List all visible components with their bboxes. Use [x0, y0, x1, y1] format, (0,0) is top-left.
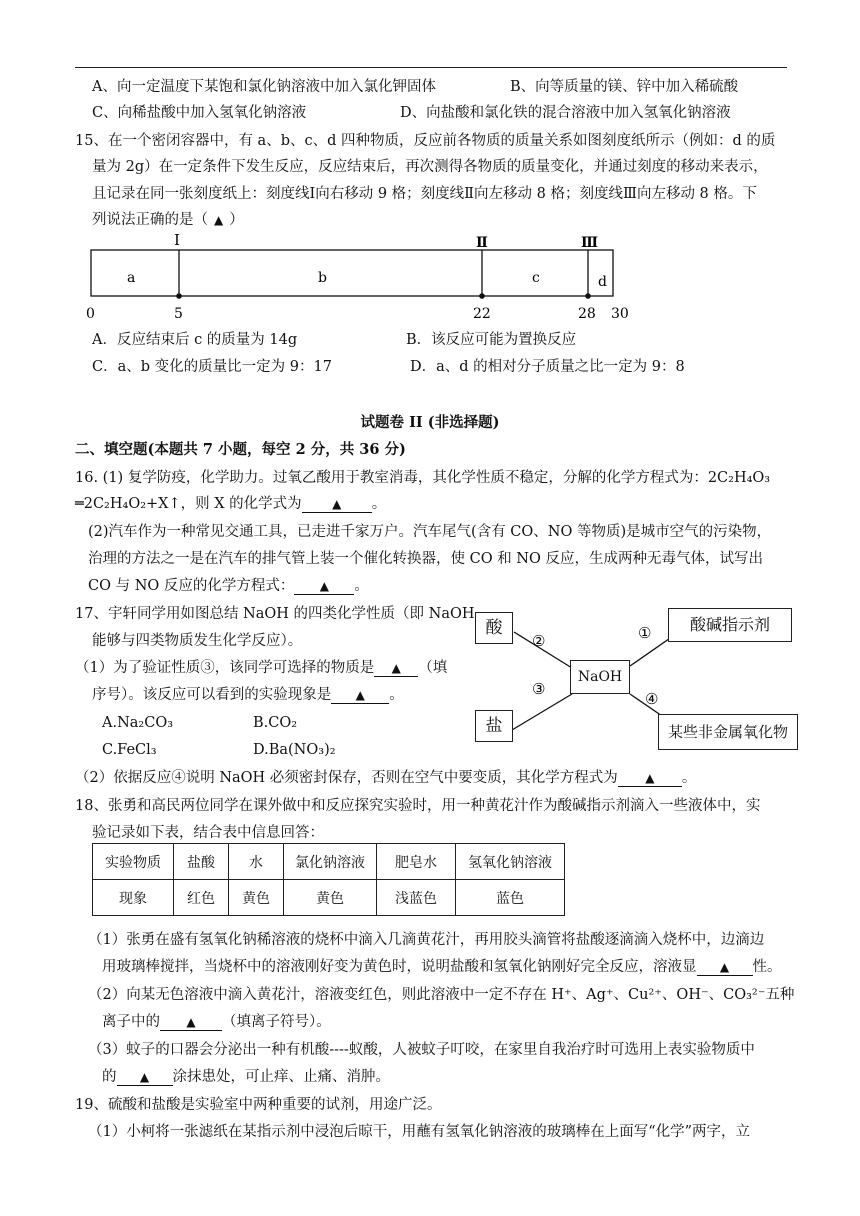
q15-option-a: A．反应结束后 c 的质量为 14g [92, 332, 298, 348]
node-indicator: 酸碱指示剂 [668, 608, 792, 642]
q17-option-c: C.FeCl₃ [102, 742, 157, 758]
q19-line2: （1）小柯将一张滤纸在某指示剂中浸泡后晾干，用蘸有氢氧化钠溶液的玻璃棒在上面写“化学”两字，立 [88, 1124, 751, 1140]
q14-option-c: C、向稀盐酸中加入氢氧化钠溶液 [92, 105, 307, 121]
q18-p1-text: 用玻璃棒搅拌，当烧杯中的溶液刚好变为黄色时，说明盐酸和氢氧化钠刚好完全反应，溶液显 [102, 959, 697, 975]
table-cell: 实验物质 [93, 844, 174, 880]
answer-mark: ▲ [645, 771, 655, 785]
answer-mark: ▲ [719, 960, 730, 974]
q16-line5 [88, 576, 369, 596]
q15-line4 [92, 210, 244, 230]
q15-line1: 15、在一个密闭容器中，有 a、b、c、d 四种物质，反应前各物质的质量关系如图刻度纸所示（例如：d 的质 [75, 133, 776, 149]
answer-blank[interactable] [697, 959, 753, 976]
table-cell: 红色 [174, 880, 229, 916]
answer-blank[interactable] [374, 660, 418, 677]
marker-label-3: Ⅲ [581, 235, 599, 251]
q17-option-d: D.Ba(NO₃)₂ [253, 742, 336, 758]
table-cell: 盐酸 [174, 844, 229, 880]
q16-period: 。 [354, 578, 369, 594]
reaction-number-3: ③ [532, 680, 546, 698]
q15-option-b: B．该反应可能为置换反应 [406, 332, 577, 348]
link-salt [512, 694, 572, 730]
answer-blank[interactable] [294, 578, 354, 595]
section-heading: 二、填空题(本题共 7 小题，每空 2 分，共 36 分) [75, 441, 406, 458]
q17-option-b: B.CO₂ [253, 715, 298, 731]
q16-line2 [75, 494, 386, 514]
node-naoh: NaOH [570, 660, 630, 694]
segment-label-b: b [318, 270, 327, 286]
q19-line1: 19、硫酸和盐酸是实验室中两种重要的试剂，用途广泛。 [75, 1097, 442, 1113]
q16-line1: 16. (1) 复学防疫，化学助力。过氧乙酸用于教室消毒，其化学性质不稳定，分解的化学方程式为：2C₂H₄O₃ [75, 470, 771, 486]
table-cell: 蓝色 [456, 880, 565, 916]
q18-p2-line1: （2）向某无色溶液中滴入黄花汁，溶液变红色，则此溶液中一定不存在 H⁺、Ag⁺、Cu²⁺、OH⁻、CO₃²⁻五种 [88, 987, 795, 1003]
q18-p2-text: 离子中的 [102, 1014, 160, 1030]
q17-period: 。 [389, 687, 404, 703]
q15-option-c: C．a、b 变化的质量比一定为 9：17 [92, 359, 332, 375]
reaction-number-4: ④ [645, 690, 659, 708]
q18-p2-line2 [102, 1012, 331, 1032]
q16-line3: (2)汽车作为一种常见交通工具，已走进千家万户。汽车尾气(含有 CO、NO 等物质)是城市空气的污染物， [88, 524, 772, 540]
scale-ruler-diagram [80, 228, 640, 328]
tick-label-22: 22 [473, 306, 491, 322]
scale-dot-3 [585, 293, 591, 299]
q17-line2: 能够与四类物质发生化学反应）。 [92, 633, 303, 649]
node-salt: 盐 [475, 710, 513, 742]
q17-sub2-prompt: （2）依据反应④说明 NaOH 必须密封保存，否则在空气中要变质，其化学方程式为 [75, 770, 618, 786]
q17-sub1-fill: （填 [418, 660, 448, 676]
answer-mark: ▲ [355, 688, 365, 702]
q18-p3-tail: 涂抹患处，可止痒、止痛、消肿。 [172, 1069, 390, 1085]
table-cell: 黄色 [284, 880, 377, 916]
q15-line3: 且记录在同一张刻度纸上：刻度线Ⅰ向右移动 9 格；刻度线Ⅱ向左移动 8 格；刻度线Ⅲ向左移动 8 格。下 [92, 186, 757, 202]
table-cell: 肥皂水 [377, 844, 456, 880]
node-nonmetal-oxide: 某些非金属氧化物 [658, 714, 798, 750]
answer-blank[interactable] [160, 1014, 222, 1031]
experiment-table [92, 843, 565, 916]
q18-p1-tail: 性。 [752, 959, 782, 975]
header-rule [75, 67, 787, 68]
table-cell: 水 [229, 844, 284, 880]
answer-blank[interactable] [302, 496, 372, 513]
reaction-number-2: ② [532, 632, 546, 650]
q18-p3-text: 的 [102, 1069, 117, 1085]
q18-p3-line2 [102, 1067, 390, 1087]
answer-mark: ▲ [139, 1070, 150, 1084]
answer-mark: ▲ [319, 579, 329, 593]
q18-p1-line2 [102, 957, 782, 977]
answer-blank[interactable] [117, 1069, 173, 1086]
q15-paren-close: ） [229, 212, 244, 228]
q18-p3-line1: （3）蚊子的口器会分泌出一种有机酸----蚁酸，人被蚊子叮咬，在家里自我治疗时可选用上表实验物质中 [88, 1042, 755, 1058]
answer-blank[interactable] [618, 770, 682, 787]
node-acid: 酸 [475, 612, 513, 644]
segment-label-c: c [532, 270, 540, 286]
scale-dot-1 [176, 293, 182, 299]
table-cell: 氯化钠溶液 [284, 844, 377, 880]
table-row [93, 880, 565, 916]
answer-mark: ▲ [214, 213, 224, 227]
scale-dot-2 [479, 293, 485, 299]
segment-label-a: a [127, 270, 136, 286]
q18-line1: 18、张勇和高民两位同学在课外做中和反应探究实验时，用一种黄花汁作为酸碱指示剂滴入一些液体中，实 [75, 798, 761, 814]
answer-blank[interactable] [331, 687, 389, 704]
q14-option-b: B、向等质量的镁、锌中加入稀硫酸 [510, 79, 739, 95]
table-cell: 现象 [93, 880, 174, 916]
q17-option-a: A.Na₂CO₃ [102, 715, 174, 731]
answer-mark: ▲ [391, 661, 401, 675]
q15-option-d: D．a、d 的相对分子质量之比一定为 9：8 [410, 359, 685, 375]
q18-p2-tail: （填离子符号）。 [222, 1014, 331, 1030]
q17-line3 [75, 658, 447, 678]
q16-equation-text: ═2C₂H₄O₂+X↑，则 X 的化学式为 [75, 496, 302, 512]
tick-label-5: 5 [174, 306, 183, 322]
reaction-number-1: ① [638, 624, 652, 642]
answer-mark: ▲ [186, 1015, 196, 1029]
q14-option-a: A、向一定温度下某饱和氯化钠溶液中加入氯化钾固体 [92, 79, 436, 95]
segment-label-d: d [598, 274, 607, 290]
q17-phenomenon-prompt: 序号）。该反应可以看到的实验现象是 [92, 687, 332, 703]
tick-label-0: 0 [86, 306, 95, 322]
marker-label-1: Ⅰ [174, 231, 180, 249]
marker-label-2: Ⅱ [476, 235, 488, 251]
tick-label-30: 30 [611, 306, 629, 322]
table-cell: 浅蓝色 [377, 880, 456, 916]
q17-line4 [92, 685, 404, 705]
q14-option-d: D、向盐酸和氯化铁的混合溶液中加入氢氧化钠溶液 [400, 105, 731, 121]
q18-line2: 验记录如下表，结合表中信息回答： [92, 825, 324, 841]
q17-line5 [75, 768, 696, 788]
q16-prompt: CO 与 NO 反应的化学方程式： [88, 578, 295, 594]
q17-period: 。 [681, 770, 697, 786]
table-row [93, 844, 565, 880]
q16-period: 。 [371, 496, 387, 512]
q15-line2: 量为 2g）在一定条件下发生反应，反应结束后，再次测得各物质的质量变化，并通过刻度的移动来表示， [92, 159, 768, 175]
table-cell: 黄色 [229, 880, 284, 916]
q17-line1: 17、宇轩同学用如图总结 NaOH 的四类化学性质（即 NaOH [75, 606, 475, 622]
answer-mark: ▲ [332, 497, 342, 511]
q18-p1-line1: （1）张勇在盛有氢氧化钠稀溶液的烧杯中滴入几滴黄花汁，再用胶头滴管将盐酸逐滴滴入烧杯中，边滴边 [88, 932, 765, 948]
q16-line4: 治理的方法之一是在汽车的排气管上装一个催化转换器，使 CO 和 NO 反应，生成两种无毒气体，试写出 [88, 551, 763, 567]
q17-sub1-prompt: （1）为了验证性质③，该同学可选择的物质是 [75, 660, 375, 676]
part2-title: 试题卷 II (非选择题) [360, 414, 500, 431]
table-cell: 氢氧化钠溶液 [456, 844, 565, 880]
tick-label-28: 28 [578, 306, 596, 322]
q15-stem-end: 列说法正确的是（ [92, 212, 208, 228]
